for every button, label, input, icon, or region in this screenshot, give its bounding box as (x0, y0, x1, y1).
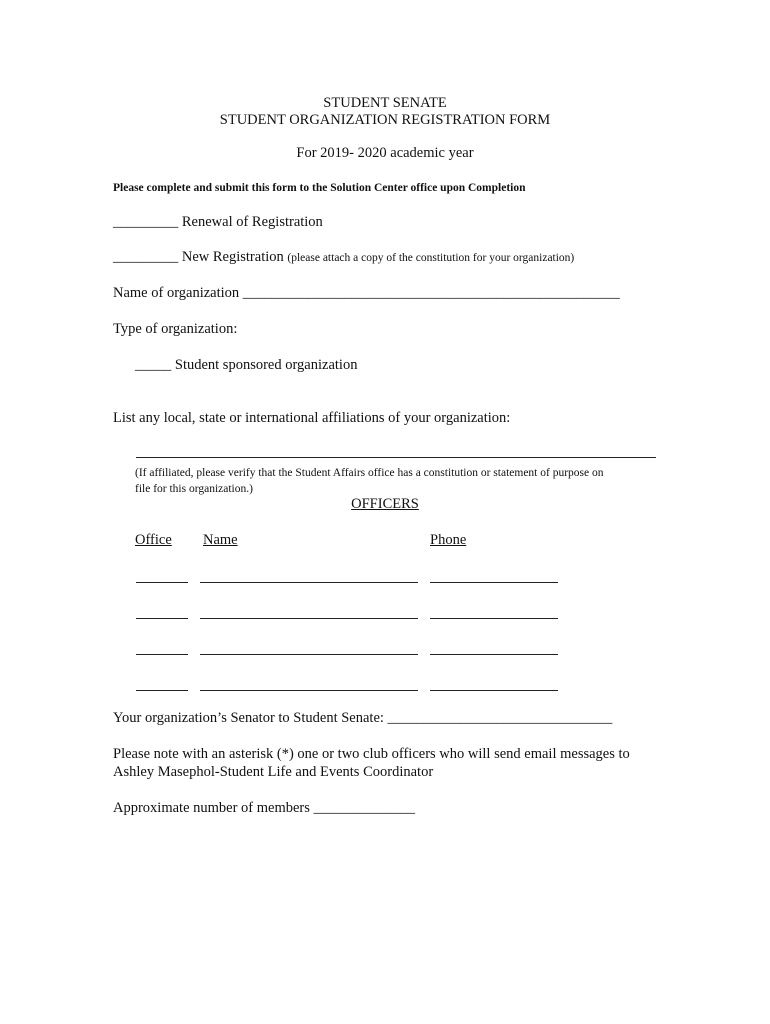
members-field[interactable]: ______________ (313, 800, 416, 816)
officer-name-field[interactable] (200, 690, 418, 691)
senator-label: Your organization’s Senator to Student Senate: (113, 710, 384, 726)
officer-name-field[interactable] (200, 654, 418, 655)
org-name-field[interactable]: ____________________________________________________ (242, 285, 620, 301)
org-type-option-label: Student sponsored organization (174, 357, 358, 373)
officer-phone-field[interactable] (430, 582, 558, 583)
affiliations-note-line1: (If affiliated, please verify that the Student Affairs office has a constitution or statement of purpose on (135, 467, 604, 479)
officer-phone-field[interactable] (430, 618, 558, 619)
officers-title: OFFICERS (351, 496, 419, 512)
senator-row (113, 709, 612, 727)
renewal-blank[interactable]: _________ (113, 214, 179, 230)
affiliations-note-line2: file for this organization.) (135, 483, 253, 495)
academic-year: For 2019- 2020 academic year (296, 145, 474, 161)
members-row (113, 799, 415, 817)
affiliations-field[interactable] (136, 457, 656, 458)
officer-phone-field[interactable] (430, 690, 558, 691)
org-name-label: Name of organization (113, 285, 240, 301)
org-name-row (113, 284, 620, 302)
instructions: Please complete and submit this form to the Solution Center office upon Completion (113, 182, 526, 194)
form-title-line1: STUDENT SENATE (323, 95, 447, 111)
org-type-option (135, 356, 357, 374)
officer-office-field[interactable] (136, 582, 188, 583)
asterisk-note-line2: Ashley Masephol-Student Life and Events Coordinator (113, 764, 434, 780)
officers-column-office: Office (135, 532, 172, 548)
asterisk-note-line1: Please note with an asterisk (*) one or two club officers who will send email messages to (113, 746, 630, 762)
org-type-option-blank[interactable]: _____ (135, 357, 172, 373)
org-type-label: Type of organization: (113, 321, 238, 337)
officer-office-field[interactable] (136, 690, 188, 691)
new-registration-note: (please attach a copy of the constitution for your organization) (287, 252, 575, 264)
officer-name-field[interactable] (200, 582, 418, 583)
affiliations-label: List any local, state or international affiliations of your organization: (113, 410, 511, 426)
officer-name-field[interactable] (200, 618, 418, 619)
form-title-line2: STUDENT ORGANIZATION REGISTRATION FORM (219, 112, 551, 128)
new-registration-blank[interactable]: _________ (113, 249, 179, 265)
officer-office-field[interactable] (136, 654, 188, 655)
officers-column-name: Name (203, 532, 238, 548)
members-label: Approximate number of members (113, 800, 310, 816)
officer-office-field[interactable] (136, 618, 188, 619)
senator-field[interactable]: _______________________________ (387, 710, 613, 726)
renewal-option (113, 213, 323, 231)
renewal-label: Renewal of Registration (181, 214, 323, 230)
new-registration-label: New Registration (181, 249, 284, 265)
new-registration-option (113, 248, 574, 267)
officer-phone-field[interactable] (430, 654, 558, 655)
officers-column-phone: Phone (430, 532, 467, 548)
